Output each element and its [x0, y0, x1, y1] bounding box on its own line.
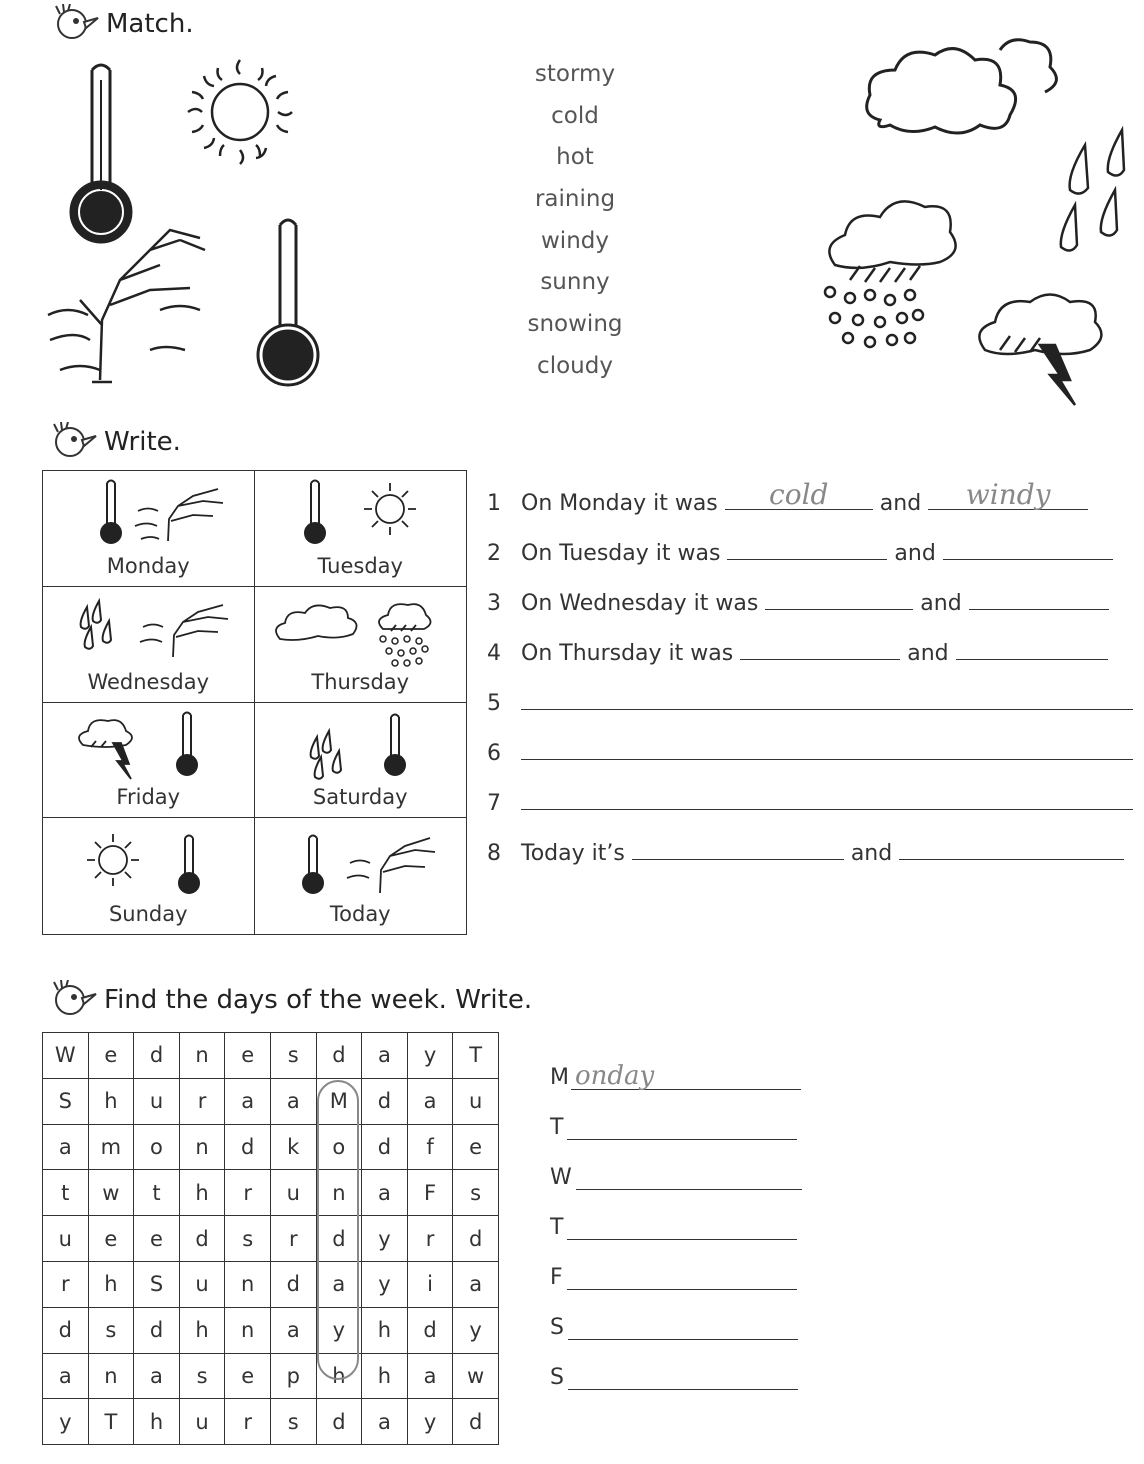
word-search-cell[interactable]: a	[453, 1261, 499, 1307]
day-answer-blank[interactable]	[568, 1318, 798, 1340]
word-search-cell[interactable]: s	[453, 1170, 499, 1216]
day-answer-blank[interactable]: onday	[571, 1068, 801, 1090]
word-search-cell[interactable]: u	[43, 1216, 89, 1262]
word-search-cell[interactable]: u	[270, 1170, 316, 1216]
word-search-cell[interactable]: d	[316, 1399, 362, 1445]
word-search-cell[interactable]: u	[453, 1078, 499, 1124]
word-search-row	[43, 1124, 499, 1170]
word-search-cell[interactable]: t	[134, 1170, 180, 1216]
word-search-cell[interactable]: t	[43, 1170, 89, 1216]
word-search-cell[interactable]: d	[362, 1124, 408, 1170]
answer-blank[interactable]	[740, 638, 900, 660]
word-search-row	[43, 1216, 499, 1262]
word-search-cell[interactable]: p	[270, 1353, 316, 1399]
word-search-cell[interactable]: y	[362, 1216, 408, 1262]
word-search-cell[interactable]: r	[225, 1399, 271, 1445]
day-label: Friday	[116, 785, 181, 810]
day-label: Today	[329, 902, 391, 926]
cloud-icon	[867, 40, 1057, 133]
word-search-cell[interactable]: e	[88, 1033, 134, 1079]
word-search-cell[interactable]: m	[88, 1124, 134, 1170]
match-word[interactable]: sunny	[540, 269, 610, 296]
word-search-cell[interactable]: n	[179, 1124, 225, 1170]
word-search-cell[interactable]: w	[453, 1353, 499, 1399]
word-search-row	[43, 1307, 499, 1353]
day-cell-saturday	[255, 703, 467, 819]
day-label: Tuesday	[317, 553, 403, 578]
word-search-cell[interactable]: y	[362, 1261, 408, 1307]
find-heading	[48, 980, 532, 1020]
word-search-cell[interactable]: e	[225, 1353, 271, 1399]
word-search-cell[interactable]: s	[88, 1307, 134, 1353]
word-search-row	[43, 1353, 499, 1399]
match-left-pictures	[40, 50, 330, 390]
day-write-lines	[550, 1040, 802, 1390]
answer-blank[interactable]	[727, 538, 887, 560]
word-search-cell[interactable]: e	[453, 1124, 499, 1170]
day-answer-blank[interactable]	[576, 1168, 802, 1190]
match-word[interactable]: hot	[556, 144, 594, 171]
bird-icon	[48, 980, 98, 1020]
day-cell-tuesday	[255, 471, 467, 587]
answer-blank[interactable]	[943, 538, 1113, 560]
word-search-cell[interactable]: n	[316, 1170, 362, 1216]
word-search-cell[interactable]: W	[43, 1033, 89, 1079]
match-word[interactable]: snowing	[527, 311, 623, 338]
match-word[interactable]: cold	[551, 102, 599, 129]
word-search-cell[interactable]: a	[270, 1307, 316, 1353]
day-label: Saturday	[312, 785, 408, 810]
match-right-pictures	[810, 20, 1140, 410]
word-search-cell[interactable]: n	[225, 1261, 271, 1307]
answer-blank[interactable]	[899, 838, 1124, 860]
word-search-cell[interactable]: a	[134, 1353, 180, 1399]
raindrops-icon	[1061, 130, 1124, 251]
write-heading-text: Write.	[104, 427, 181, 457]
word-search-cell[interactable]: h	[134, 1399, 180, 1445]
day-cell-wednesday	[43, 587, 255, 703]
weather-day-grid	[42, 470, 467, 935]
day-label: Sunday	[108, 902, 188, 926]
word-search-cell[interactable]: d	[453, 1399, 499, 1445]
word-search-cell[interactable]: M	[316, 1078, 362, 1124]
word-search-cell[interactable]: d	[362, 1078, 408, 1124]
word-search-row	[43, 1399, 499, 1445]
day-answer-blank[interactable]	[567, 1268, 797, 1290]
sun-icon	[188, 60, 292, 164]
windy-tree-icon	[48, 230, 205, 382]
word-search-cell[interactable]: n	[88, 1353, 134, 1399]
snow-cloud-icon	[825, 201, 956, 347]
word-search-row	[43, 1078, 499, 1124]
sentence-6: 6	[487, 738, 1133, 768]
word-search-cell[interactable]: r	[225, 1170, 271, 1216]
day-line: S	[550, 1290, 802, 1340]
sentence-7: 7	[487, 788, 1133, 818]
word-search-cell[interactable]: n	[179, 1033, 225, 1079]
sentence-3: 3 On Wednesday it was and	[487, 588, 1109, 618]
word-search-cell[interactable]: S	[134, 1261, 180, 1307]
day-answer-blank[interactable]	[567, 1218, 797, 1240]
sentence-4: 4 On Thursday it was and	[487, 638, 1108, 668]
day-line: M onday	[550, 1040, 802, 1090]
thermometer-icon	[71, 65, 131, 242]
thermometer-hot-icon	[258, 220, 318, 385]
word-search-cell[interactable]: r	[179, 1078, 225, 1124]
word-search-cell[interactable]: d	[316, 1033, 362, 1079]
word-search-cell[interactable]: F	[407, 1170, 453, 1216]
day-answer-blank[interactable]	[567, 1118, 797, 1140]
word-search-cell[interactable]: h	[362, 1307, 408, 1353]
word-search-cell[interactable]: e	[134, 1216, 180, 1262]
match-word[interactable]: raining	[534, 186, 616, 213]
match-word[interactable]: cloudy	[537, 352, 613, 379]
word-search-cell[interactable]: s	[270, 1399, 316, 1445]
day-line: S	[550, 1340, 802, 1390]
sentence-5: 5	[487, 688, 1133, 718]
found-word-circle	[317, 1080, 359, 1380]
word-search-row	[43, 1033, 499, 1079]
word-search-cell[interactable]: i	[407, 1261, 453, 1307]
day-label: Wednesday	[87, 669, 210, 694]
word-search-cell[interactable]: h	[88, 1261, 134, 1307]
day-cell-sunday	[43, 818, 255, 934]
word-search-cell[interactable]: a	[225, 1078, 271, 1124]
word-search-cell[interactable]: d	[270, 1261, 316, 1307]
word-search-cell[interactable]: h	[88, 1078, 134, 1124]
sentence-2: 2 On Tuesday it was and	[487, 538, 1113, 568]
match-word-list	[500, 56, 650, 390]
word-search-row	[43, 1261, 499, 1307]
match-heading	[50, 4, 194, 44]
word-search-cell[interactable]: a	[43, 1124, 89, 1170]
word-search-cell[interactable]: y	[43, 1399, 89, 1445]
match-word[interactable]: windy	[541, 227, 609, 254]
day-answer-blank[interactable]	[568, 1368, 798, 1390]
word-search-cell[interactable]: y	[407, 1033, 453, 1079]
bird-icon	[48, 422, 98, 462]
word-search-cell[interactable]: e	[225, 1033, 271, 1079]
answer-blank[interactable]	[956, 638, 1108, 660]
answer-blank[interactable]	[632, 838, 844, 860]
answer-blank[interactable]	[765, 588, 913, 610]
word-search-cell[interactable]: d	[134, 1307, 180, 1353]
day-cell-thursday	[255, 587, 467, 703]
word-search-row	[43, 1170, 499, 1216]
word-search-cell[interactable]: r	[407, 1216, 453, 1262]
word-search-cell[interactable]: T	[453, 1033, 499, 1079]
word-search-cell[interactable]: u	[179, 1399, 225, 1445]
word-search-cell[interactable]: d	[453, 1216, 499, 1262]
word-search-cell[interactable]: a	[362, 1399, 408, 1445]
word-search-cell[interactable]: d	[316, 1216, 362, 1262]
word-search-cell[interactable]: k	[270, 1124, 316, 1170]
word-search-cell[interactable]: T	[88, 1399, 134, 1445]
word-search-cell[interactable]: s	[225, 1216, 271, 1262]
word-search-cell[interactable]: d	[407, 1307, 453, 1353]
answer-line[interactable]	[521, 788, 1133, 810]
word-search-cell[interactable]: a	[362, 1033, 408, 1079]
word-search-cell[interactable]: u	[179, 1261, 225, 1307]
word-search-cell[interactable]: s	[179, 1353, 225, 1399]
word-search-cell[interactable]: d	[134, 1033, 180, 1079]
word-search-cell[interactable]: S	[43, 1078, 89, 1124]
day-cell-monday	[43, 471, 255, 587]
answer-line[interactable]	[521, 688, 1133, 710]
word-search-cell[interactable]: d	[179, 1216, 225, 1262]
word-search-cell[interactable]: y	[316, 1307, 362, 1353]
word-search-cell[interactable]: n	[225, 1307, 271, 1353]
word-search-cell[interactable]: a	[270, 1078, 316, 1124]
word-search-cell[interactable]: h	[179, 1307, 225, 1353]
word-search-cell[interactable]: h	[362, 1353, 408, 1399]
answer-blank[interactable]	[969, 588, 1109, 610]
day-line: W	[550, 1140, 802, 1190]
answer-blank[interactable]: windy	[928, 488, 1088, 510]
word-search-cell[interactable]: a	[43, 1353, 89, 1399]
day-line: T	[550, 1090, 802, 1140]
word-search-cell[interactable]: r	[43, 1261, 89, 1307]
sentence-1: 1 On Monday it was cold and windy	[487, 488, 1088, 518]
word-search-cell[interactable]: s	[270, 1033, 316, 1079]
day-cell-today	[255, 818, 467, 934]
answer-line[interactable]	[521, 738, 1133, 760]
word-search-cell[interactable]: o	[316, 1124, 362, 1170]
word-search-cell[interactable]: a	[407, 1078, 453, 1124]
word-search-cell[interactable]: e	[88, 1216, 134, 1262]
day-cell-friday	[43, 703, 255, 819]
sentence-8: 8 Today it’s and	[487, 838, 1124, 868]
word-search-cell[interactable]: r	[270, 1216, 316, 1262]
word-search-cell[interactable]: d	[43, 1307, 89, 1353]
day-line: F	[550, 1240, 802, 1290]
word-search-cell[interactable]: u	[134, 1078, 180, 1124]
bird-icon	[50, 4, 100, 44]
word-search-cell[interactable]: o	[134, 1124, 180, 1170]
word-search-cell[interactable]: a	[407, 1353, 453, 1399]
word-search-cell[interactable]: a	[316, 1261, 362, 1307]
word-search-cell[interactable]: f	[407, 1124, 453, 1170]
match-word[interactable]: stormy	[534, 61, 616, 87]
day-line: T	[550, 1190, 802, 1240]
word-search-cell[interactable]: w	[88, 1170, 134, 1216]
day-label: Thursday	[311, 669, 410, 694]
word-search-cell[interactable]: d	[225, 1124, 271, 1170]
word-search-cell[interactable]: h	[179, 1170, 225, 1216]
word-search-cell[interactable]: y	[453, 1307, 499, 1353]
find-heading-text: Find the days of the week. Write.	[104, 985, 533, 1015]
word-search-grid	[42, 1032, 499, 1445]
write-heading	[48, 422, 181, 462]
day-label: Monday	[106, 553, 190, 578]
word-search-cell[interactable]: h	[316, 1353, 362, 1399]
answer-blank[interactable]: cold	[725, 488, 873, 510]
word-search-cell[interactable]: y	[407, 1399, 453, 1445]
word-search-cell[interactable]: a	[362, 1170, 408, 1216]
match-heading-text: Match.	[106, 9, 194, 39]
storm-cloud-icon	[979, 295, 1101, 406]
